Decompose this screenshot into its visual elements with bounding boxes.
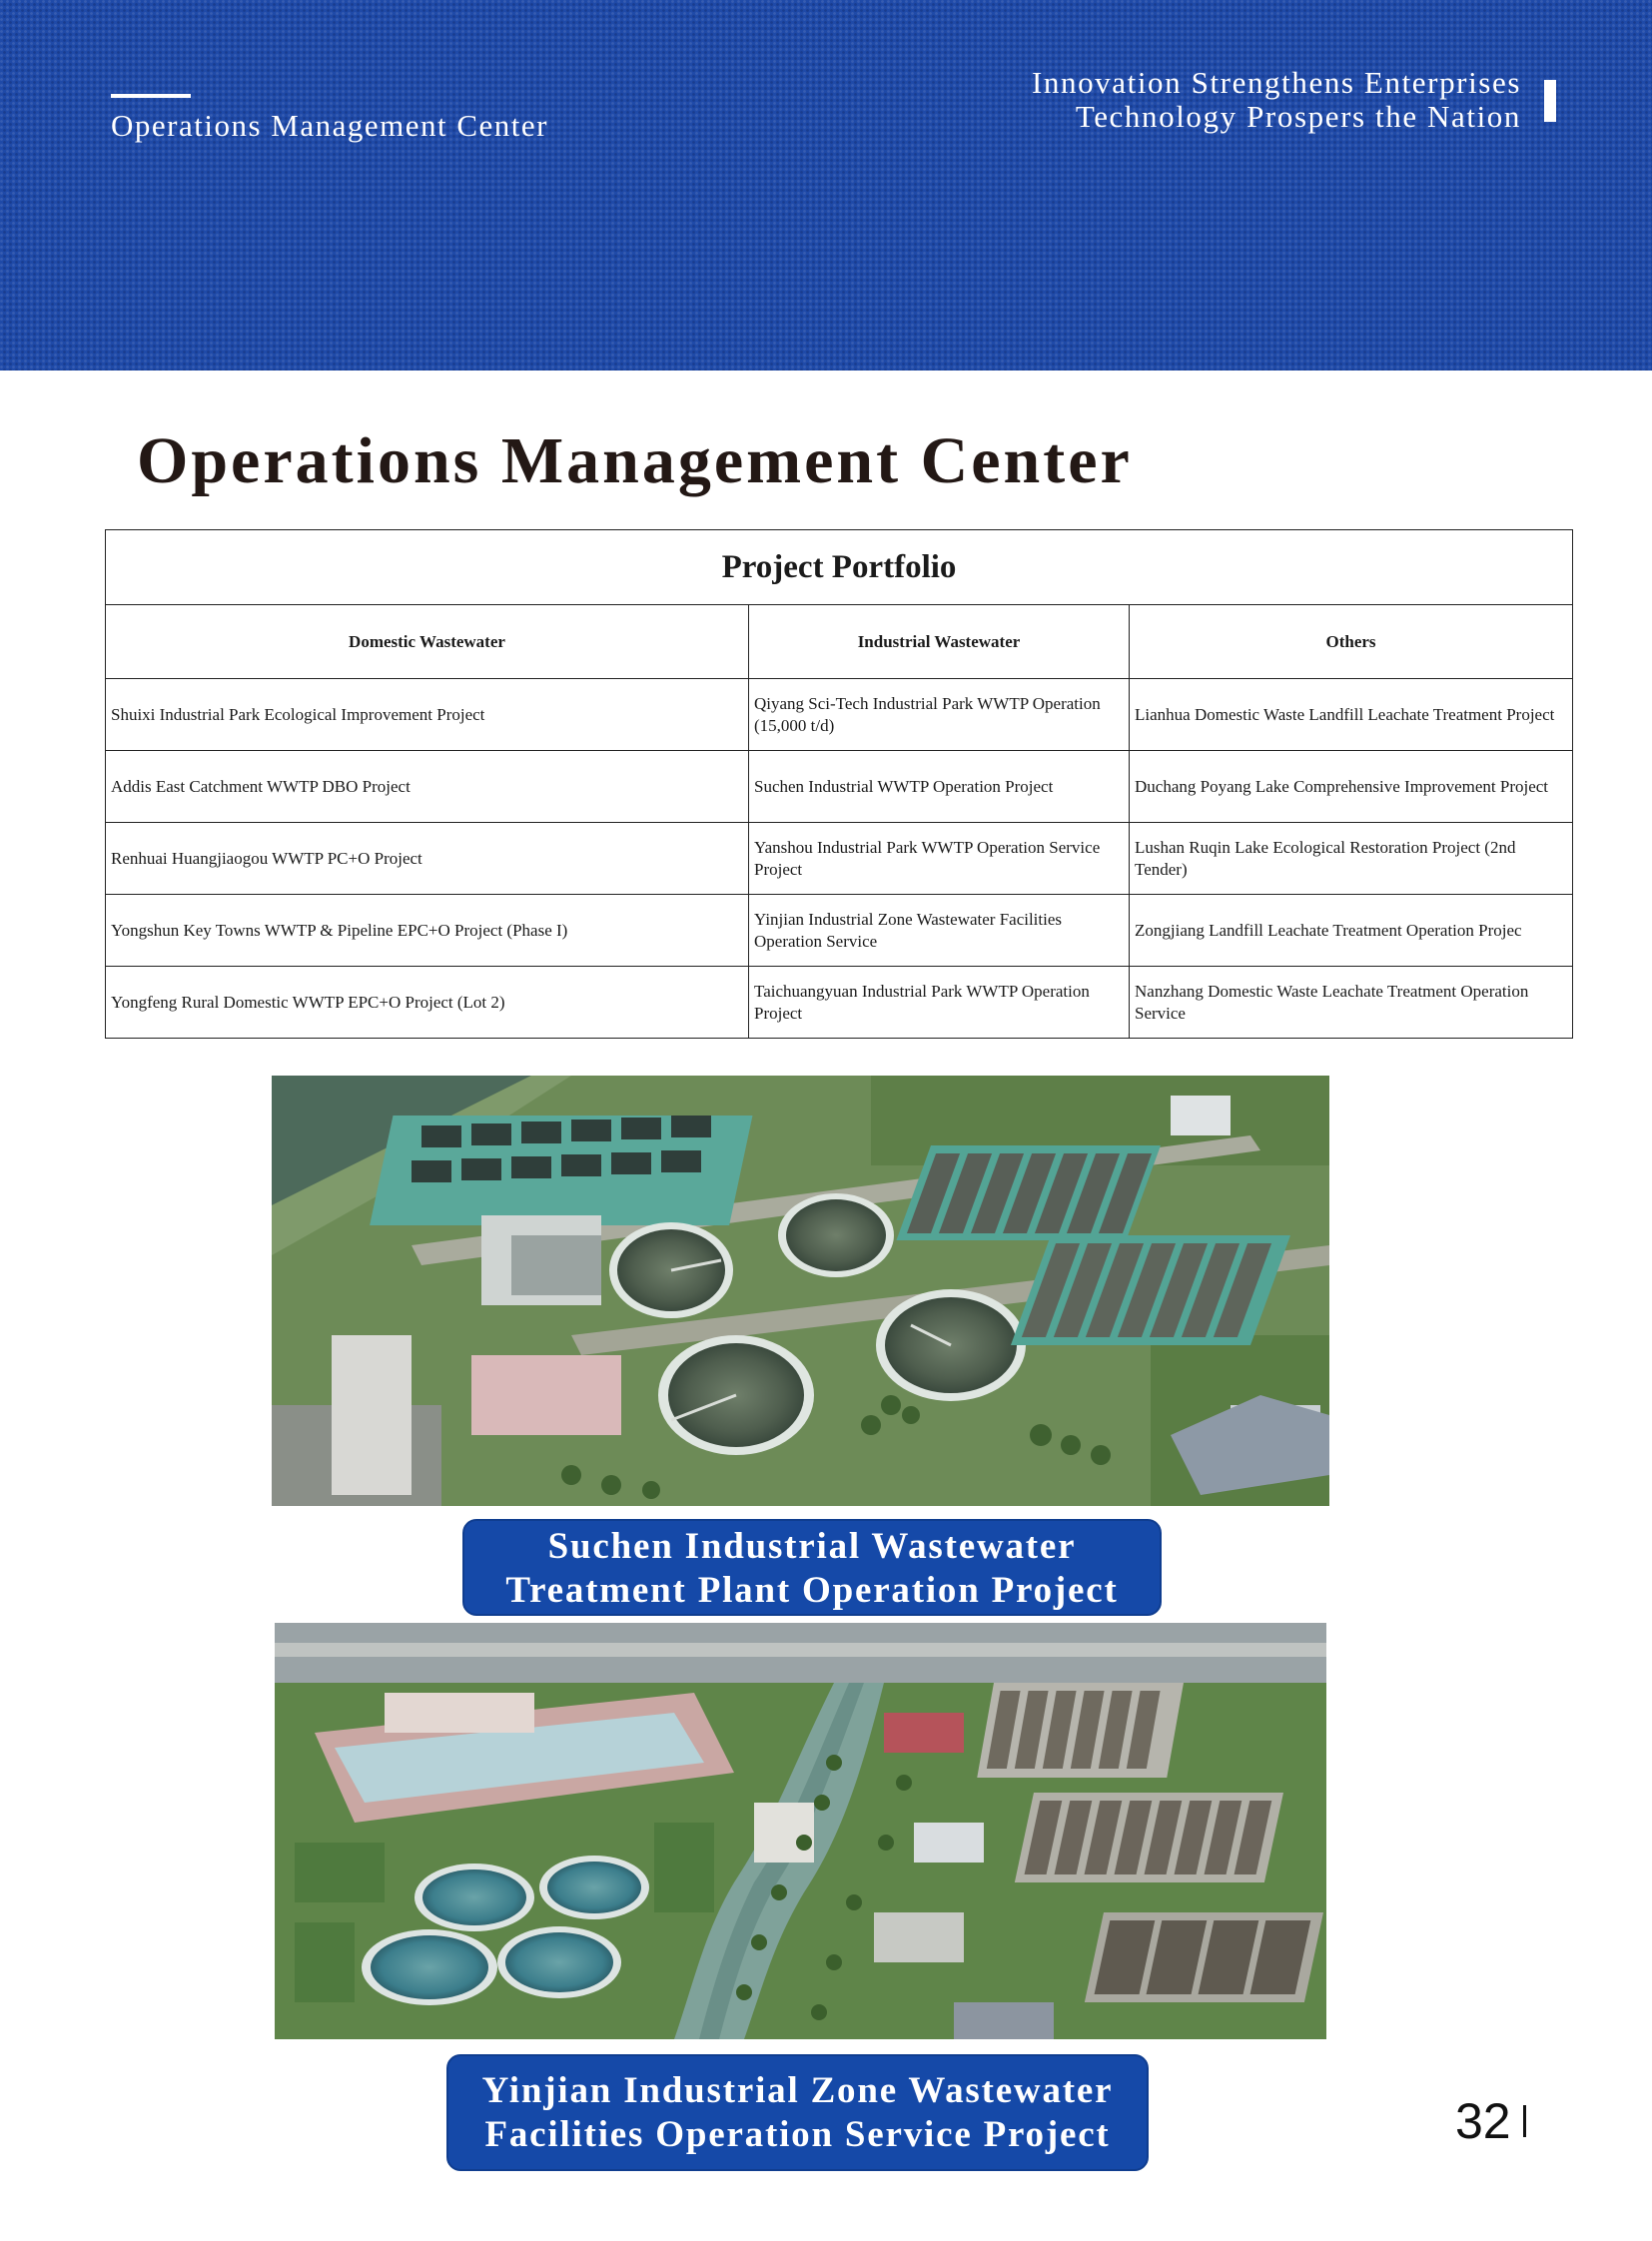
header-banner bbox=[0, 0, 1652, 371]
project-portfolio-table bbox=[105, 529, 1573, 1039]
table-cell: Lianhua Domestic Waste Landfill Leachate Treatment Project bbox=[1130, 679, 1573, 751]
table-cell: Yongshun Key Towns WWTP & Pipeline EPC+O Project (Phase I) bbox=[106, 895, 749, 967]
table-cell: Duchang Poyang Lake Comprehensive Improvement Project bbox=[1130, 751, 1573, 823]
column-header-others: Others bbox=[1130, 605, 1573, 679]
yinjian-zone-aerial-photo bbox=[275, 1623, 1326, 2039]
table-row bbox=[106, 679, 1573, 751]
table-caption: Project Portfolio bbox=[106, 530, 1573, 605]
header-rule bbox=[111, 94, 191, 98]
table-cell: Nanzhang Domestic Waste Leachate Treatment Operation Service bbox=[1130, 967, 1573, 1039]
table-cell: Suchen Industrial WWTP Operation Project bbox=[749, 751, 1130, 823]
slogan-bar-decoration bbox=[1544, 80, 1556, 122]
page-number: 32 bbox=[1455, 2093, 1511, 2149]
page-number-bar-decoration bbox=[1523, 2105, 1526, 2137]
caption-yinjian-project bbox=[446, 2054, 1149, 2171]
table-cell: Zongjiang Landfill Leachate Treatment Operation Projec bbox=[1130, 895, 1573, 967]
table-row bbox=[106, 895, 1573, 967]
caption-line: Facilities Operation Service Project bbox=[484, 2114, 1111, 2155]
slogan bbox=[1032, 66, 1521, 134]
table-cell: Taichuangyuan Industrial Park WWTP Operation Project bbox=[749, 967, 1130, 1039]
caption-suchen-project bbox=[462, 1519, 1162, 1616]
caption-line: Treatment Plant Operation Project bbox=[505, 1570, 1119, 1611]
table-row bbox=[106, 967, 1573, 1039]
table-cell: Yinjian Industrial Zone Wastewater Facilities Operation Service bbox=[749, 895, 1130, 967]
table-cell: Yanshou Industrial Park WWTP Operation Service Project bbox=[749, 823, 1130, 895]
slogan-line-1: Innovation Strengthens Enterprises bbox=[1031, 65, 1521, 100]
section-title: Operations Management Center bbox=[111, 108, 548, 143]
table-row bbox=[106, 751, 1573, 823]
table-row bbox=[106, 823, 1573, 895]
table-cell: Qiyang Sci-Tech Industrial Park WWTP Operation (15,000 t/d) bbox=[749, 679, 1130, 751]
caption-line: Yinjian Industrial Zone Wastewater bbox=[481, 2070, 1114, 2111]
slogan-line-2: Technology Prospers the Nation bbox=[1075, 99, 1521, 134]
table-cell: Addis East Catchment WWTP DBO Project bbox=[106, 751, 749, 823]
column-header-domestic: Domestic Wastewater bbox=[106, 605, 749, 679]
table-cell: Lushan Ruqin Lake Ecological Restoration Project (2nd Tender) bbox=[1130, 823, 1573, 895]
table-cell: Renhuai Huangjiaogou WWTP PC+O Project bbox=[106, 823, 749, 895]
column-header-industrial: Industrial Wastewater bbox=[749, 605, 1130, 679]
table-cell: Shuixi Industrial Park Ecological Improvement Project bbox=[106, 679, 749, 751]
table-cell: Yongfeng Rural Domestic WWTP EPC+O Project (Lot 2) bbox=[106, 967, 749, 1039]
suchen-plant-aerial-photo bbox=[272, 1076, 1329, 1506]
page-title: Operations Management Center bbox=[137, 424, 1133, 497]
caption-line: Suchen Industrial Wastewater bbox=[547, 1526, 1077, 1567]
